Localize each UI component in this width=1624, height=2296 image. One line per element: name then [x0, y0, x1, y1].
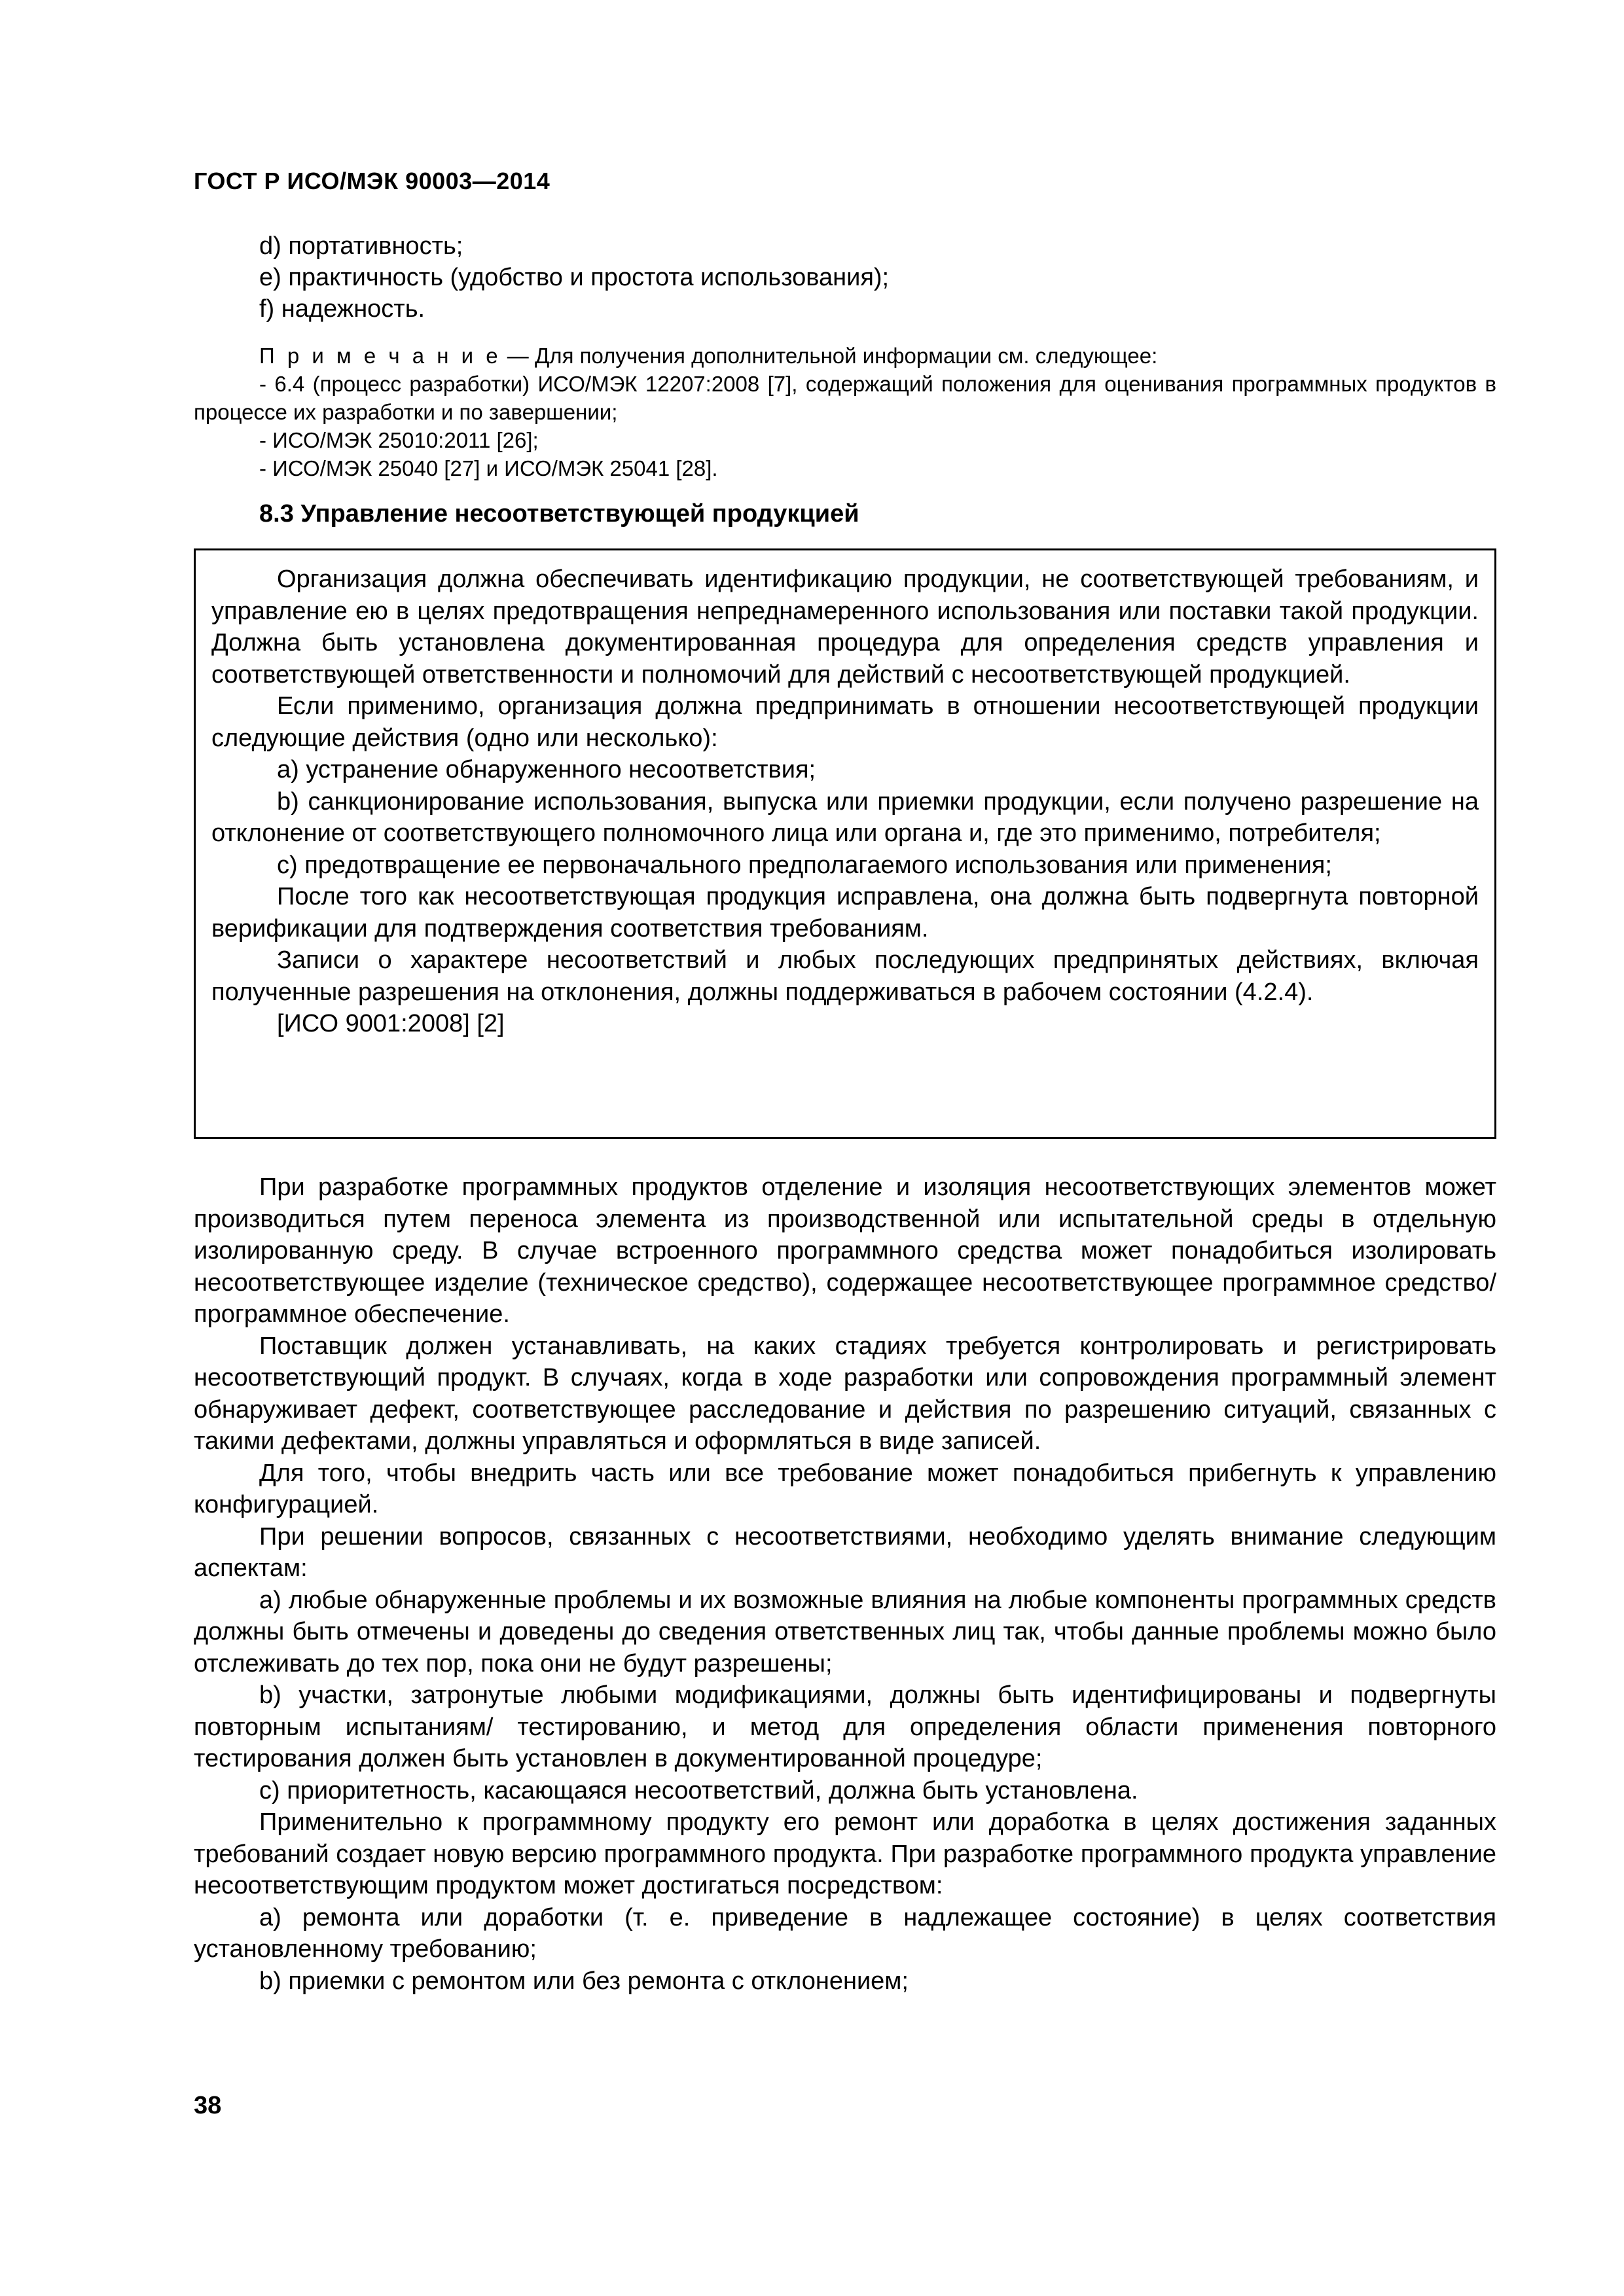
body-text: [194, 1172, 1496, 1997]
quote-paragraph: Организация должна обеспечивать идентификацию продукции, не соответствующей требованиям, и управление ею в целях предотвращения непреднамеренного использования или поставки такой продукции. Должна быть установлена документированная процедура для определения средств управления и соответствующей ответственности и полномочий для действий с несоответствующей продукцией.: [211, 565, 1479, 689]
quote-paragraph: Если применимо, организация должна предпринимать в отношении несоответствующей продукции следующие действия (одно или несколько):: [211, 692, 1479, 752]
note-item: - ИСО/МЭК 25040 [27] и ИСО/МЭК 25041 [28].: [259, 456, 718, 480]
body-paragraph: При решении вопросов, связанных с несоответствиями, необходимо уделять внимание следующим аспектам:: [194, 1522, 1496, 1582]
list-item: e) практичность (удобство и простота использования);: [259, 264, 890, 291]
page-number: 38: [194, 2092, 222, 2119]
quote-paragraph: a) устранение обнаруженного несоответствия;: [277, 756, 816, 783]
note-heading: [194, 342, 1496, 370]
body-paragraph: a) ремонта или доработки (т. е. приведение в надлежащее состояние) в целях соответствия установленному требованию;: [194, 1903, 1496, 1963]
body-paragraph: Поставщик должен устанавливать, на каких стадиях требуется контролировать и регистрировать несоответствующий продукт. В случаях, когда в ходе разработки или сопровождения программный элемент обнаруживает дефект, соответствующее расследование и действия по разрешению ситуаций, связанных с такими дефектами, должны управляться и оформляться в виде записей.: [194, 1332, 1496, 1455]
quote-paragraph: После того как несоответствующая продукция исправлена, она должна быть подвергнута повторной верификации для подтверждения соответствия требованиям.: [211, 883, 1479, 942]
note-item: - 6.4 (процесс разработки) ИСО/МЭК 12207:2008 [7], содержащий положения для оценивания программных продуктов в процессе их разработки и по завершении;: [194, 372, 1496, 424]
note-label: П р и м е ч а н и е: [259, 344, 501, 368]
body-paragraph: b) участки, затронутые любыми модификациями, должны быть идентифицированы и подвергнуты повторным испытаниям/ тестированию, и метод для определения области применения повторного тестирования должен быть установлен в документированной процедуре;: [194, 1681, 1496, 1772]
quote-paragraph: c) предотвращение ее первоначального предполагаемого использования или применения;: [277, 851, 1332, 879]
body-paragraph: a) любые обнаруженные проблемы и их возможные влияния на любые компоненты программных средств должны быть отмечены и доведены до сведения ответственных лиц так, чтобы данные проблемы можно было отслеживать до тех пор, пока они не будут разрешены;: [194, 1586, 1496, 1677]
document-header: ГОСТ Р ИСО/МЭК 90003—2014: [194, 168, 550, 194]
note-text: — Для получения дополнительной информации см. следующее:: [501, 344, 1158, 368]
list-item: f) надежность.: [259, 295, 425, 323]
body-paragraph: Для того, чтобы внедрить часть или все требование может понадобиться прибегнуть к управлению конфигурацией.: [194, 1459, 1496, 1518]
note-item: - ИСО/МЭК 25010:2011 [26];: [259, 428, 539, 452]
note-block: [194, 342, 1496, 482]
intro-block: [194, 230, 1496, 482]
body-paragraph: c) приоритетность, касающаяся несоответствий, должна быть установлена.: [259, 1776, 1138, 1804]
quote-paragraph: Записи о характере несоответствий и любых последующих предпринятых действиях, включая полученные разрешения на отклонения, должны поддерживаться в рабочем состоянии (4.2.4).: [211, 946, 1479, 1006]
body-paragraph: Применительно к программному продукту его ремонт или доработка в целях достижения заданных требований создает новую версию программного продукта. При разработке программного продукта управление несоответствующим продуктом может достигаться посредством:: [194, 1808, 1496, 1899]
body-paragraph: b) приемки с ремонтом или без ремонта с отклонением;: [259, 1967, 909, 1995]
quote-paragraph: b) санкционирование использования, выпуска или приемки продукции, если получено разрешение на отклонение от соответствующего полномочного лица или органа и, где это применимо, потребителя;: [211, 787, 1479, 847]
list-item: d) портативность;: [259, 232, 463, 260]
quoted-standard-box: [194, 548, 1496, 1139]
quote-reference: [ИСО 9001:2008] [2]: [277, 1010, 505, 1037]
body-paragraph: При разработке программных продуктов отделение и изоляция несоответствующих элементов может производиться путем переноса элемента из производственной или испытательной среды в отдельную изолированную среду. В случае встроенного программного средства может понадобиться изолировать несоответствующее изделие (техническое средство), содержащее несоответствующее программное средство/программное обеспечение.: [194, 1174, 1496, 1328]
section-title: 8.3 Управление несоответствующей продукцией: [259, 500, 859, 528]
